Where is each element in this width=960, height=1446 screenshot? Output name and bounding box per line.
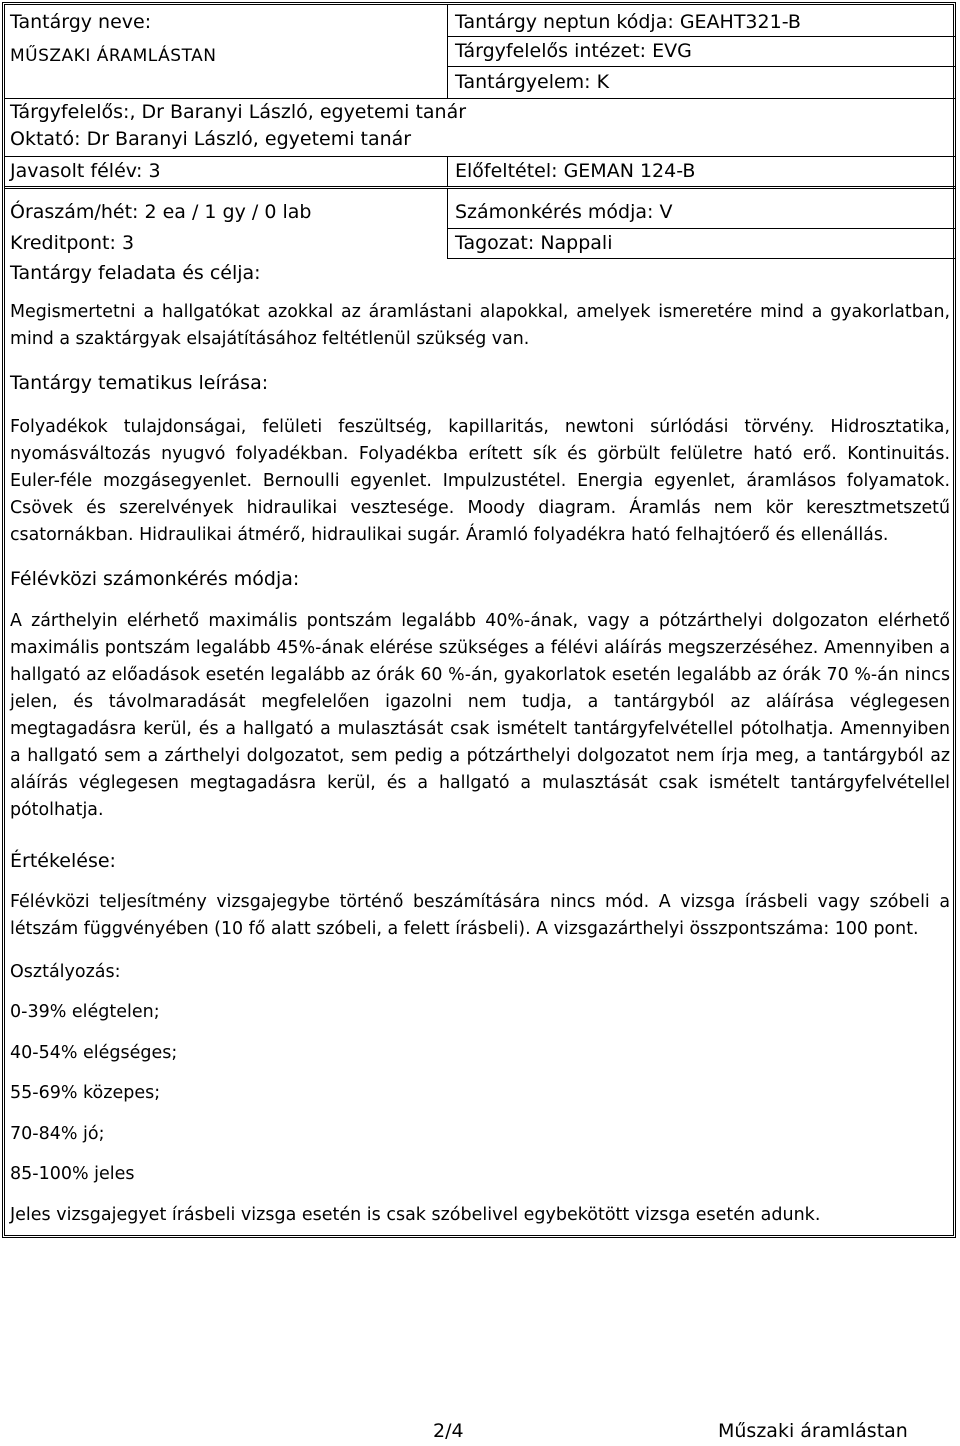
midterm-text: A zárthelyin elérhető maximális pontszám legalább 40%-ának, vagy a pótzárthelyi dolgozaton elérhető maximális pontszám legalább 45%-ának elérése szükséges a félévi aláírás megszerzéséhez. Amennyiben a hallgató az előadások esetén legalább az órák 60 %-án, gyakorlatok esetén legalább az órák 70 %-án nincs jelen, és távolmaradását megfelelően igazolni nem tudja, a tantárgyból az aláírása véglegesen megtagadásra kerül, és a hallgató a mulasztását csak ismételt tantárgyfelvétellel pótolhatja. Amennyiben a hallgató sem a zárthelyi dolgozatot, sem pedig a pótzárthelyi dolgozatot nem írja meg, a tantárgyból az aláírás véglegesen megtagadásra kerül, és a hallgató a mulasztását csak ismételt tantárgyfelvétellel pótolhatja. xyxy=(10,611,950,820)
neptun-code-field xyxy=(455,8,801,36)
prerequisite-field xyxy=(455,157,695,185)
responsible-value: , Dr Baranyi László, egyetemi tanár xyxy=(129,101,467,123)
subject-element-field xyxy=(455,68,609,96)
header-divider-vertical-hours xyxy=(447,188,448,258)
subject-name-value: MŰSZAKI ÁRAMLÁSTAN xyxy=(10,46,217,66)
header-divider-element xyxy=(447,66,955,67)
exam-type-field xyxy=(455,198,672,226)
institute-field xyxy=(455,37,692,65)
hours-field xyxy=(10,198,311,226)
subject-element-value: K xyxy=(596,71,610,93)
study-mode-label: Tagozat: xyxy=(455,232,535,254)
study-mode-value: Nappali xyxy=(540,232,613,254)
lecturer-label: Oktató: xyxy=(10,128,81,150)
prerequisite-value: GEMAN 124-B xyxy=(563,160,696,182)
header-divider-vertical-semester xyxy=(447,156,448,186)
grade-item: 55-69% közepes; xyxy=(10,1083,161,1103)
responsible-label: Tárgyfelelős: xyxy=(10,101,130,123)
credit-value: 3 xyxy=(121,232,135,254)
subject-element-label: Tantárgyelem: xyxy=(455,71,591,93)
header-divider-mode xyxy=(447,258,955,259)
goal-heading: Tantárgy feladata és célja: xyxy=(10,262,261,284)
header-divider-vertical-top xyxy=(447,4,448,98)
midterm-heading: Félévközi számonkérés módja: xyxy=(10,568,300,590)
goal-text: Megismertetni a hallgatókat azokkal az áramlástani alapokkal, amelyek ismeretére mind a gyakorlatban, mind a szaktárgyak elsajátításához feltétlenül szükség van. xyxy=(10,302,950,349)
thematic-heading: Tantárgy tematikus leírása: xyxy=(10,372,269,394)
neptun-code-value: GEAHT321-B xyxy=(679,11,801,33)
lecturer-value: Dr Baranyi László, egyetemi tanár xyxy=(86,128,412,150)
exam-type-value: V xyxy=(659,201,673,223)
neptun-code-label: Tantárgy neptun kódja: xyxy=(455,11,674,33)
grading-heading: Osztályozás: xyxy=(10,962,121,982)
lecturer-field xyxy=(10,125,411,153)
thematic-text: Folyadékok tulajdonságai, felületi feszültség, kapillaritás, newtoni súrlódási törvény. Hidrosztatika, nyomásváltozás nyugvó folyadékban. Folyadékba erített sík és görbült felületre ható erő. Kontinuitás. Euler-féle mozgásegyenlet. Bernoulli egyenlet. Impulzustétel. Energia egyenlet, áramlásos folyamatok. Csövek és szerelvények hidraulikai vesztesége. Moody diagram. Áramlás nem kör keresztmetszetű csatornákban. Hidraulikai átmérő, hidraulikai sugár. Áramló folyadékra ható felhajtóerő és ellenállás. xyxy=(10,417,950,545)
hours-label: Óraszám/hét: xyxy=(10,201,139,223)
responsible-field xyxy=(10,98,466,126)
hours-value: 2 ea / 1 gy / 0 lab xyxy=(144,201,312,223)
grade-item: 40-54% elégséges; xyxy=(10,1043,178,1063)
semester-field xyxy=(10,157,161,185)
grade-item: 0-39% elégtelen; xyxy=(10,1002,160,1022)
evaluation-heading: Értékelése: xyxy=(10,850,116,872)
grade-item: 70-84% jó; xyxy=(10,1124,105,1144)
prerequisite-label: Előfeltétel: xyxy=(455,160,558,182)
header-divider-hours xyxy=(4,186,955,189)
page-number: 2/4 xyxy=(433,1420,464,1442)
semester-value: 3 xyxy=(148,160,161,182)
study-mode-field xyxy=(455,229,613,257)
exam-type-label: Számonkérés módja: xyxy=(455,201,654,223)
footer-title: Műszaki áramlástan xyxy=(718,1420,908,1442)
institute-label: Tárgyfelelős intézet: xyxy=(455,40,647,62)
institute-value: EVG xyxy=(652,40,692,62)
credit-label: Kreditpont: xyxy=(10,232,116,254)
subject-name-label: Tantárgy neve: xyxy=(10,11,152,33)
evaluation-text: Félévközi teljesítmény vizsgajegybe történő beszámítására nincs mód. A vizsga írásbeli vagy szóbeli a létszám függvényében (10 fő alatt szóbeli, a felett írásbeli). A vizsgazárthelyi összpontszáma: 100 pont. xyxy=(10,892,950,939)
grade-item: 85-100% jeles xyxy=(10,1164,135,1184)
final-note: Jeles vizsgajegyet írásbeli vizsga esetén is csak szóbelivel egybekötött vizsga esetén adunk. xyxy=(10,1205,821,1225)
semester-label: Javasolt félév: xyxy=(10,160,143,182)
credit-field xyxy=(10,229,134,257)
